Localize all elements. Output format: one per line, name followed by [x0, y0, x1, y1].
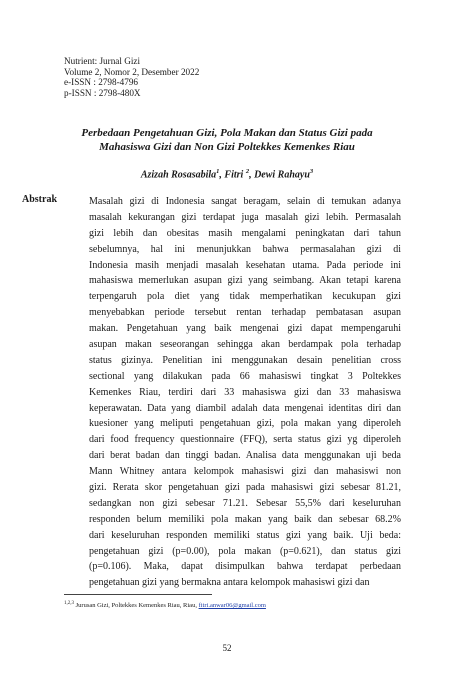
abstract-line: keperawatan. Data yang diambil adalah data mengenai identitas diri dan [89, 402, 401, 414]
abstract-label: Abstrak [22, 194, 58, 205]
author-affiliation-mark: 2 [245, 168, 250, 175]
abstract-line: makan. Pengetahuan yang baik mengenai gizi dapat mempengaruhi [89, 323, 401, 335]
abstract-line: terpengaruh pola diet yang tidak memperhatikan kecukupan gizi [89, 291, 401, 303]
journal-volume: Volume 2, Nomor 2, Desember 2022 [64, 66, 200, 77]
abstract-line: responden belum memiliki pola makan yang baik dan sebesar 68.2% [89, 513, 401, 525]
abstract-line: kuesioner yang meliputi pengetahuan gizi, pola makan yang diperoleh [89, 418, 401, 430]
abstract-line: masalah kekurangan gizi terdapat juga masalah gizi lebih. Permasalah [89, 211, 401, 223]
footnote-divider [64, 594, 212, 595]
author-email-link[interactable]: fitri.anwar06@gmail.com [198, 602, 266, 610]
abstract-line: pengetahuan gizi (p=0.00), pola makan (p=0.621), dan status gizi [89, 545, 401, 557]
author-affiliation-mark: 1 [216, 168, 220, 175]
abstract-line: gizi. Rerata skor pengetahuan gizi pada mahasiswi gizi sebesar 81.21, [89, 482, 401, 494]
abstract-body [89, 194, 401, 591]
abstract-line: sectional yang dilakukan pada 66 mahasiswi tingkat 3 Poltekkes [89, 370, 401, 382]
author-affiliation-mark: 3 [309, 168, 314, 175]
abstract-line: gizi lebih dan obesitas masih mengalami peningkatan dari tahun [89, 227, 401, 239]
abstract-line: Kemenkes Riau, terdiri dari 33 mahasiswa gizi dan 33 mahasiswa [89, 386, 401, 398]
author-name: Dewi Rahayu [254, 169, 310, 181]
abstract-line: Indonesia masih menjadi masalah kesehatan utama. Pada periode ini [89, 259, 401, 271]
footnote [64, 600, 266, 610]
abstract-line: status gizinya. Penelitian ini menggunakan desain penelitian cross [89, 354, 401, 366]
page-number: 52 [222, 643, 232, 653]
paper-title-line-2: Mahasiswa Gizi dan Non Gizi Poltekkes Kemenkes Riau [99, 140, 355, 153]
abstract-line: sedangkan non gizi sebesar 71.21. Sebesar 55,5% dari keseluruhan [89, 497, 401, 509]
journal-eissn: e-ISSN : 2798-4796 [64, 77, 139, 88]
author-name: Azizah Rosasabila [140, 169, 217, 181]
author-list: Azizah Rosasabila$^1$, Fitri $^2$, Dewi Rahayu$^3$ [140, 168, 314, 181]
journal-header [64, 56, 199, 98]
abstract-line: dari food frequency questionnaire (FFQ), serta status gizi yg diperoleh [89, 434, 401, 446]
abstract-line: menyebabkan periode tersebut rentan terhadap pembatasan asupan [89, 307, 401, 319]
abstract-line: Masalah gizi di Indonesia sangat beragam, selain di temukan adanya [89, 196, 401, 207]
footnote-mark: 1,2,3 [64, 601, 74, 606]
journal-name: Nutrient: Jurnal Gizi [64, 56, 141, 66]
abstract-line: dari keseluruhan responden memiliki status gizi yang baik. Uji beda: [89, 529, 401, 541]
abstract-line: Mann Whitney antara kelompok mahasiswi gizi dan mahasiswi non [89, 466, 401, 478]
abstract-line: sebelumnya, hal ini menunjukkan bahwa permasalahan gizi di [89, 243, 401, 255]
abstract-line: asupan makan seseorangan sehingga akan berdampak pola terhadap [89, 339, 401, 351]
journal-pissn: p-ISSN : 2798-480X [64, 87, 141, 98]
abstract-line: mahasiswa memerlukan asupan gizi yang seimbang. Akan tetapi karena [89, 275, 401, 287]
paper-title [40, 127, 414, 154]
abstract-line: pengetahuan gizi yang bermakna antara kelompok mahasiswi gizi dan [89, 577, 370, 589]
footnote-affiliation: Jurusan Gizi, Poltekkes Kemenkes Riau, Riau, [74, 602, 199, 610]
abstract-line: (p=0.106). Maka, dapat disimpulkan bahwa terdapat perbedaan [89, 561, 401, 573]
paper-title-line-1: Perbedaan Pengetahuan Gizi, Pola Makan dan Status Gizi pada [81, 127, 373, 139]
author-name: Fitri [224, 169, 244, 181]
abstract-line: dari berat badan dan tinggi badan. Analisa data menggunakan uji beda [89, 450, 401, 462]
